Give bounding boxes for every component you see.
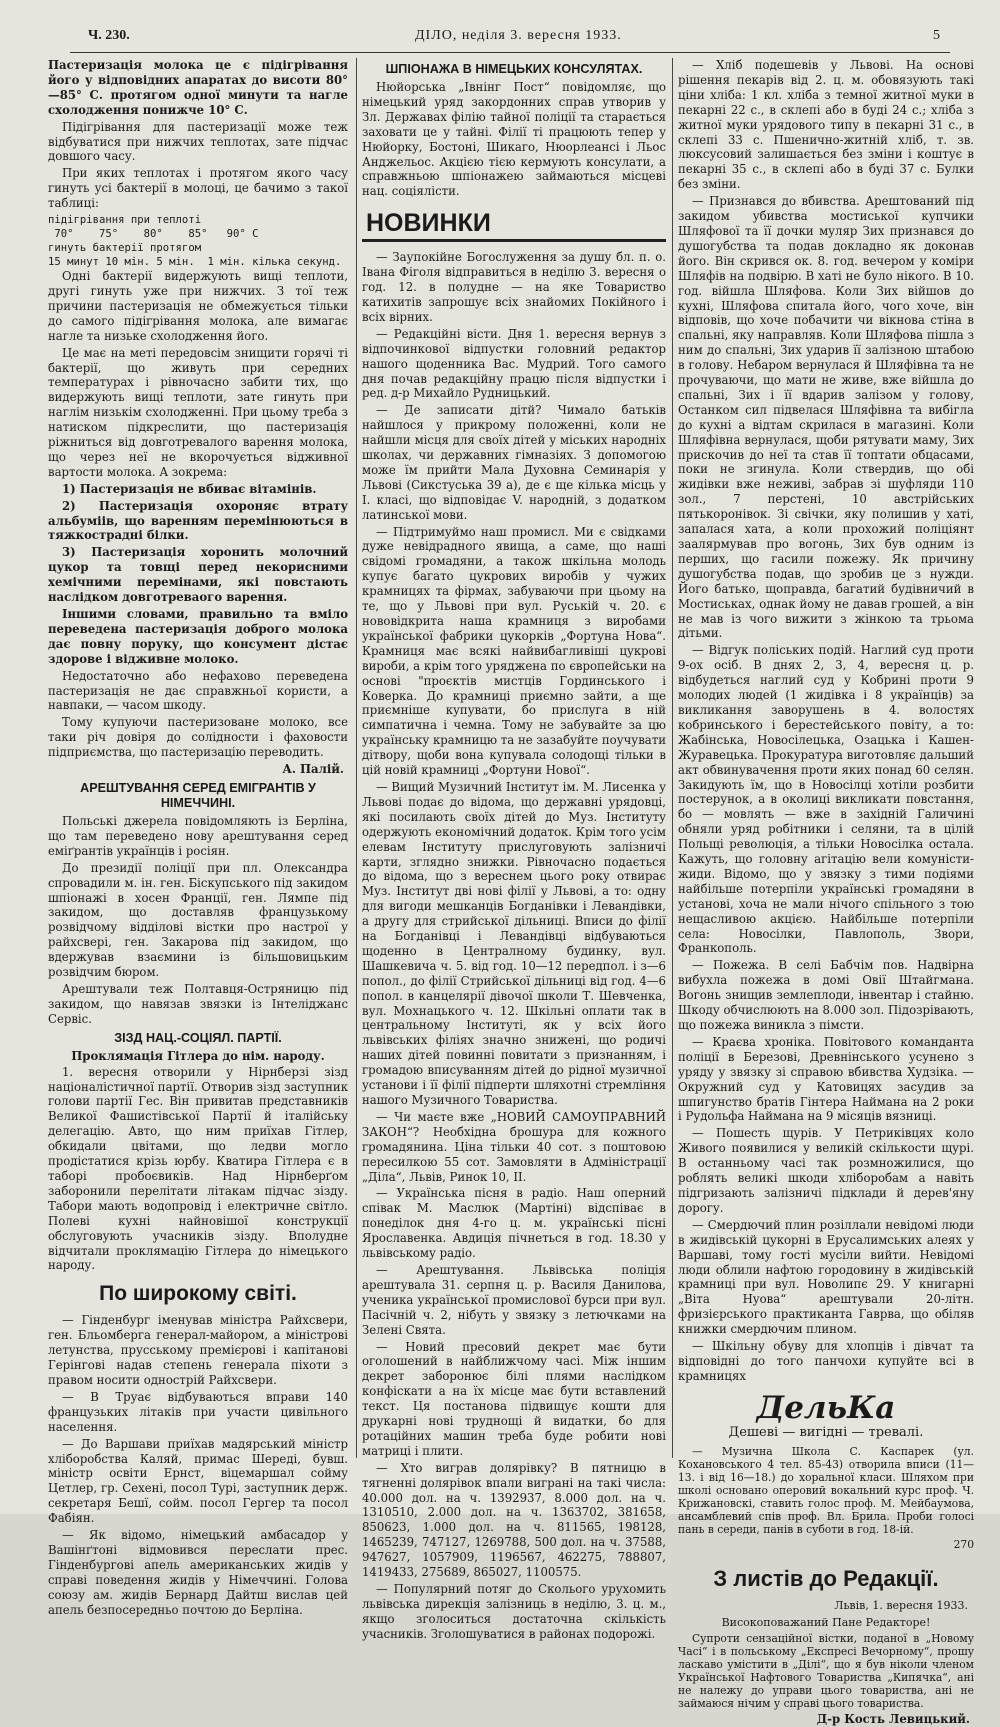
article-paragraph: Підігрівання для пастеризації може теж відбуватися при нижчих теплотах, зате підчас довшого часу. bbox=[48, 119, 348, 164]
section-title: З листів до Редакції. bbox=[713, 1565, 939, 1591]
advertisement bbox=[678, 1390, 974, 1441]
article-paragraph: 1. вересня отворили у Нірнберзі зізд націоналістичної партії. Отворив зізд заступник голови партії Гес. Він привитав представників Великої Фашистівської Партії й італійську делегацію. Авто, що ним приїхав Гітлер, обкидали цвітами, що ледви могло продістатися крізь юрбу. Кватира Гітлера є в таборі пробоєвиків. Над Нірнберґом заборонили перелітати літакам підчас зізду. Табори мають водопровід і електричне світло. Полеві кухні найновішої конструкції обслуговують учасників зізду. Вполудне відчитали проклямацію Гітлера до німецького народу. bbox=[48, 1064, 348, 1273]
page-number: 5 bbox=[933, 28, 940, 43]
article-paragraph: Арештували теж Полтавця-Остряницю під закидом, що навязав звязки із Інтеліджанс Сервіс. bbox=[48, 981, 348, 1026]
column-2 bbox=[362, 58, 666, 1641]
masthead-date: ДІЛО, неділя 3. вересня 1933. bbox=[415, 28, 622, 43]
letter-salutation: Високоповажаний Пане Редакторе! bbox=[721, 1615, 931, 1629]
ad-slogan: Дешеві — вигідні — тревалі. bbox=[728, 1424, 924, 1440]
column-rule bbox=[672, 58, 673, 1458]
news-item: — В Труає відбуваються вправи 140 французьких літаків при участи цивільного населення. bbox=[48, 1389, 348, 1434]
news-item: — Хліб подешевів у Львові. На основі рішення пекарів від 2. ц. м. обовязують такі ціни хліба: 1 кл. хліба з темної житної муки в пекарні 22 с., в склепі або в буді 24 с.; хліба з житної муки урядового типу в пекарні 31 с., в склепі 33 с. Пшенично-житній хліб, т. зв. люксусовий залишається без зміни і коштує в пекарні 35 с., в склепі або в буді 37 с. Булки без зміни. bbox=[678, 58, 974, 192]
article-paragraph: Це має на меті передовсім знищити горячі ті бактерії, що живуть при середних температурах і рівночасно забити тих, що видержують вищі теплоти, зате гинуть при наглім низькім схолодженні. При цьому треба з натиском підкреслити, що пастеризація ріжниться від довготревалого варення молока, що через неї не вкорочується відживної вартости молока. А зокрема: bbox=[48, 345, 348, 479]
letter-dateline: Львів, 1. вересня 1933. bbox=[834, 1598, 968, 1612]
letter-body: Супроти сензаційної вістки, поданої в „Новому Часі“ і в польському „Експресі Вечорному“, прошу ласкаво умістити в „Ділі“, що я був ніколи членом Української Нафтового Товариства „Кипячка“, ані не належу до управи цього товариства, ані не займаюся нічим у справі цього товариства. bbox=[678, 1632, 974, 1711]
news-item: — Смердючий плин розіллали невідомі люди в жидівській цукорні в Ерусалимських алеях у Варшаві, тому гості мусіли вийти. Невідомі люди облили нафтою городовину в жидівській крамниці при вул. Новолипє 29. У книгарні „Віта Нуова“ арештували 20-літн. фризієрського практиканта Гаврва, що обіляв книжки смердючим плином. bbox=[678, 1217, 974, 1337]
column-1 bbox=[48, 58, 348, 1617]
letter-signature: Д-р Кость Левицький. bbox=[816, 1712, 970, 1727]
news-item: — Признався до вбивства. Арештований під закидом убивства мостиської купчики Шляфової та її дочки муляр Зих признався до душогубства та подав докладно як доконав його. Він скрився ок. 8. год. вечером у коміри Шляфів на подвірю. В хаті не було нікого. В 10. год. війшла Шляфова. Коли Зих війшов до кухні, Шляфова спитала його, чого хоче, він відповів, що хоче побачити чи вікнова стіна в спальні, яку направляв. Коли Шляфова пішла з ним до спальні, Зих ударив її залізною штабою в голову. Небаром вернулася й Шляфівна та не прочуваючи, що мати не живе, вже війшла до спальні, Зих і її вдарив залізом у голову, Останком сил підвелася Шляфівна та вибігла до кухні а відтам скрилася в магазині. Коли Шляфівна вернулася, щоби рятувати маму, Зих прискочив до неї та став її топтати обцасами, поки не згинула. Коли ствердив, що обі жидівки вже неживі, забрав зі шуфляди 110 зол., 7 перстені, 10 австрійських пятькоронівок. Зі свічки, яку полишив у хаті, запалася хата, а коли прохожий поліціянт заалярмував про вогонь, Зих був одним із перших, що гасили пожежу. Як причину душогубства подав, що зробив це з нужди. Його батько, щоправда, багатий будівничий в Мостиськах, однак йому не давав грошей, а він не мав із чого вижити з жінкою та трьома дітьми. bbox=[678, 194, 974, 641]
page-header bbox=[70, 26, 950, 53]
list-item: 2) Пастеризація охороняє втрату альбуміів, що варенням перемінюються в тяжкострадні білки. bbox=[48, 498, 348, 543]
news-item: — Арештування. Львівська поліція арештувала 31. серпня ц. р. Василя Данилова, ученика української промислової бурси при вул. Пасічній ч. 2, нібуть у звязку з летючками на Зелені Свята. bbox=[362, 1262, 666, 1337]
issue-number: Ч. 230. bbox=[88, 28, 130, 43]
news-item: — Вищий Музичний Інститут ім. М. Лисенка у Львові подає до відома, що державні урядовці, які посилають своїх дітей до Муз. Інституту одержують економічний додаток. Крім того усім елевам Інституту прислуговують залізничі карти, зглядно знижки. Рівночасно подається до відома, що з вереснем цього року отвирає Муз. Інститут дві нові філії у Львові, а то: одну для вигоди мешканців Богданівки і Левандівки, а другу для стрийської дільниці. Вписи до філії на Богданівці і Левандівці відбуваються щоденно в Централному будинку, вул. Шашкевича ч. 5. від год. 10—12 передпол. і з—6 попол., до філії Стрийської дільниці від год. 4—6 попол. в канцелярії дівочої школи Т. Шевченка, вул. Мохнацького ч. 12. Шкільні оплати так в центральному Інституті, як у всіх його львівських філіях значно знижені, що родичі наших дітей повинні повитати з признанням, і громадою вписуванням дітей до рідної музичної установи і її філії підперти шляхотні стремління нашого Музичного Товариства. bbox=[362, 779, 666, 1107]
news-item: — Де записати дітй? Чимало батьків найшлося у прикрому положенні, коли не найшли місця для своїх дітей у міських народніх школах, чи державних гімназіях. З допомогою може їм прийти Мала Духовна Семинарія у Львові (Сикстуська 39 а), де є ще кілька місць у І. класі, що відповідає V. народній, з додатком латинської мови. bbox=[362, 403, 666, 522]
article-paragraph: До президії поліції при пл. Олександра спровадили м. ін. ген. Біскупського під закидом шпіонажі в хосен Франції, ген. Лямпе під закидом, що доставляв французькому розвідчому відділові вістки про настрої у райхсвері, ген. Закарова під закидом, що вдержував взаємини із більшовицьким розвідчим бюром. bbox=[48, 860, 348, 980]
news-item: — Гінденбург іменував міністра Райхсвери, ген. Бльомберга генерал-майором, а міністрові летунства, прусському премієрові і капітанові Герінгові надав степень генерала піхоти з правом носити однострій Райхсвери. bbox=[48, 1313, 348, 1387]
news-item: — Як відомо, німецький амбасадор у Вашінґтоні відмовився переслати прес. Гінденбургові апель американських жидів у справі поведення жидів у Німеччині. Голова союзу ам. жидів Бернард Дайтш вислав цей апель безпосередньо почтою до Берліна. bbox=[48, 1528, 348, 1617]
news-item: — Редакційні вісти. Дня 1. вересня вернув з відпочинкової відпустки головний редактор нашого щоденника Вас. Мудрий. Того самого дня почав редакційну працю після відпустки і ред. д-р Михайло Рудницький. bbox=[362, 326, 666, 401]
news-section-title: НОВИНКИ bbox=[362, 207, 666, 242]
author-signature: А. Палій. bbox=[282, 762, 344, 777]
news-item: — Чи маєте вже „НОВИЙ САМОУПРАВНИЙ ЗАКОН“? Необхідна брошура для кожного громадянина. Ціна тільки 40 сот. з поштовою пересилкою 55 сот. Замовляти в Адміністрації „Діла“, Львів, Ринок 10, ІІ. bbox=[362, 1109, 666, 1184]
news-item: — Шкільну обуву для хлопців і дівчат та відповідні до того панчохи купуйте всі в крамницях bbox=[678, 1339, 974, 1383]
news-item: — Новий пресовий декрет має бути оголошений в найближчому часі. Між іншим декрет заборонює білі плями наслідком конфіскати а на їх місце має бути вставлений текст. Ця постанова підвищує кошти для друкарні нові труднощі й видатки, бо для ротаційних машин треба буде робити нові матриці і плити. bbox=[362, 1339, 666, 1458]
news-item: — Краєва хроніка. Повітового команданта поліції в Березові, Древнінського усунено з уряду у звязку зі справою вбивства Худзіка. — Окружний суд у Катовицях засудив за шпигунство братів Гінтера Наймана на 2 роки і Рудольфа Наймана на 9 місяців вязниці. bbox=[678, 1034, 974, 1124]
article-headline: ЗІЗД НАЦ.-СОЦІЯЛ. ПАРТІЇ. bbox=[114, 1030, 282, 1045]
list-item: 3) Пастеризація хоронить молочний цукор та товщі перед некорисними хемічними перемінами, які повстають наслідком довготреваого варення. bbox=[48, 545, 348, 605]
news-item: — Відгук поліських подій. Наглий суд проти 9-ох осіб. В днях 2, 3, 4, вересня ц. р. відбудеться наглий суд у Кобрині проти 9 молодих людей (1 жидівка і 8 українців) за викликання заворушень в 4. волостях кобринського і берестейського повіту, а то: Жабінська, Новосілецька, Озацька і Кашен-Журавецька. Прокуратура виготовляє дальший акт обвинувачення проти яких понад 60 селян. Закидують їм, що в Новосілці хотіли розбити постерунок, а в околиці викликати повстання, бо — мовлять — вже в західній Галичині обняли уряд робітники і селяни, та в цілій Польщі революція, а тільки Новосілка остала. Кажуть, що головну агітацію вели комуністи-жиди. Відомо, що у звязку з тими подіями найбільше потерпіли українські громадяни в установі, хоча не мали нічого спільного з тою нещасливою акцією. Найбільше потерпіли села: Новосілки, Павлополь, Звори, Франкополь. bbox=[678, 643, 974, 956]
news-item: — Українська пісня в радіо. Наш оперний співак М. Маслюк (Мартіні) відспіває в понеділок дня 4-го ц. м. українські пісні Ярославенка. Авдиція пічнеться в год. 18.30 у львівському радіо. bbox=[362, 1186, 666, 1261]
column-rule bbox=[356, 58, 357, 1458]
news-item: — Заупокійне Богослуження за душу бл. п. о. Івана Фіголя відправиться в неділю 3. вересня о год. 12. в полудне — на яке Товариство катихитів запрошує всіх знайомих Покійного і всіх вірних. bbox=[362, 250, 666, 324]
temperature-table: підігрівання при теплоті 70° 75° 80° 85° 90° С гинуть бактерії протягом 15 минут 10 мін. 5 мін. 1 мін. кілька секунд. bbox=[48, 214, 342, 269]
list-item: Іншими словами, правильно та вміло переведена пастеризація доброго молока дає повну поруку, що консумент дістає здорове і відживне молоко. bbox=[48, 607, 348, 666]
list-item: 1) Пастеризація не вбиває вітамінів. bbox=[62, 481, 317, 496]
article-subheadline: Проклямація Гітлера до нім. народу. bbox=[71, 1048, 325, 1063]
article-paragraph: Пастеризація молока це є підігрівання його у відповідних апаратах до висоти 80°—85° С. протягом одної минути та нагле схолодження понижче 10° С. bbox=[48, 58, 348, 117]
article-paragraph: Тому купуючи пастеризоване молоко, все таки річ довіря до солідности і фаховости підприємства, що пастеризацію переводить. bbox=[48, 715, 348, 760]
news-item: — Пожежа. В селі Бабчім пов. Надвірна вибухла пожежа в домі Овії Штайгмана. Вогонь знищив землеплоди, інвентар і стайню. Шкоду обчислюють на 8.000 зол. Підозрівають, що пожежа виникла з пімсти. bbox=[678, 958, 974, 1032]
article-paragraph: Польські джерела повідомляють із Берліна, що там переведено нову арештування серед еміґрантів українців і росіян. bbox=[48, 813, 348, 858]
news-item: — Підтримуймо наш промисл. Ми є свідками дуже невідрадного явища, а саме, що наші свідомі громадяни, а також шкільна молодь купує багато цукрових виробів у чужих крамницях та фірмах, забуваючи при цьому на те, що у Львові при вул. Руській ч. 20. є нововідкрита наша крамниця з виробами української фабрики цукорків „Фортуна Нова“. Крамниця має всякі найвибагливіші цукрові вироби, а крім того уряджена по європейськи на основі "проєктів мистців Гординського і Коверка. До крамниці приємно зайти, а ще приємніше купувати, бо прислуга в ній симпатична і чемна. Тому не забувайте за цю українську крамницю та не зазабуйте поучувати дітвору, щоби вона купувала солодощі тільки в цій новій крамниці „Фортуни Нової“. bbox=[362, 524, 666, 778]
news-item: — Пошесть щурів. У Петриківцях коло Живого появилися у великій скількости щурі. В останньому часі так розмножилися, що роблять великі шкоди хліборобам а навіть підгризають залізничі підклади й дерев'яну дорогу. bbox=[678, 1126, 974, 1215]
column-3 bbox=[678, 58, 974, 1727]
ad-code: 270 bbox=[953, 1537, 974, 1551]
ad-brand-logo: ДельКа bbox=[756, 1389, 896, 1426]
classified-notice: — Музична Школа С. Каспарек (ул. Кохановського 4 тел. 85-43) отворила вписи (11—13. і від 16—18.) до хоральної класи. Шляхом при школі основано оперовий вокальний курс проф. Ч. Крижановскі, ставить голос проф. М. Мейбаумова, ансамблевий спів проф. Вл. Брила. Проби голосі пань в середи, панів в суботи в год. 18-ій. bbox=[678, 1444, 974, 1536]
news-item: — Популярний потяг до Сколього урухомить львівська дирекція залізниць в неділю, 3. ц. м., якщо зголоситься достаточна скількість учасників. Зголошуватися в районах подорожі. bbox=[362, 1582, 666, 1641]
news-item: — До Варшави приїхав мадярський міністр хліборобства Каляй, примас Шереді, бувш. міністр освіти Ернст, віцемаршал сойму Цетлер, гр. Сехені, посол Турі, заступник держ. секретаря Бешї, сойм. посол Гергер та посол Фабіян. bbox=[48, 1436, 348, 1526]
section-title: По широкому світі. bbox=[99, 1282, 297, 1306]
article-paragraph: При яких теплотах і протягом якого часу гинуть усі бактерії в молоці, це бачимо з такої таблиці: bbox=[48, 166, 348, 211]
article-paragraph: Нюйорська „Івнінг Пост“ повідомляє, що німецький уряд закордонних справ утворив у Зл. Державах філію тайної поліції та старається заховати це у тайні. Філії ті працюють тепер у Нюйорку, Бостоні, Шикаго, Нюорлеансі і Льос Анджельос. Акцією тією кермують консулати, а справжньою шпіонажею займаються місцеві нац. соціялісти. bbox=[362, 80, 666, 199]
article-headline: ШПІОНАЖА В НІМЕЦЬКИХ КОНСУЛЯТАХ. bbox=[385, 62, 643, 76]
article-headline: АРЕШТУВАННЯ СЕРЕД ЕМІГРАНТІВ У НІМЕЧЧИНІ. bbox=[80, 780, 316, 810]
news-item: — Хто виграв долярівку? В пятницю в тягненні долярівок впали виграні на такі числа: 40.000 дол. на ч. 1392937, 8.000 дол. на ч. 1310510, 2.000 дол. на ч. 1363702, 381658, 850623, 1.000 дол. на ч. 811565, 198128, 1465239, 747127, 1269788, 500 дол. на ч. 37588, 947627, 1057909, 1196567, 462275, 788807, 1419433, 275689, 865027, 1100575. bbox=[362, 1460, 666, 1580]
article-paragraph: Недостаточно або нефахово переведена пастеризація не дає справжньої користи, а навпаки, — часом шкоду. bbox=[48, 668, 348, 713]
article-paragraph: Одні бактерії видержують вищі теплоти, другі гинуть уже при нижчих. З тої теж причини пастеризація не обмежується тільки до самого підігрівання молока, але вимагає нагле та низьке схолодження його. bbox=[48, 269, 348, 343]
